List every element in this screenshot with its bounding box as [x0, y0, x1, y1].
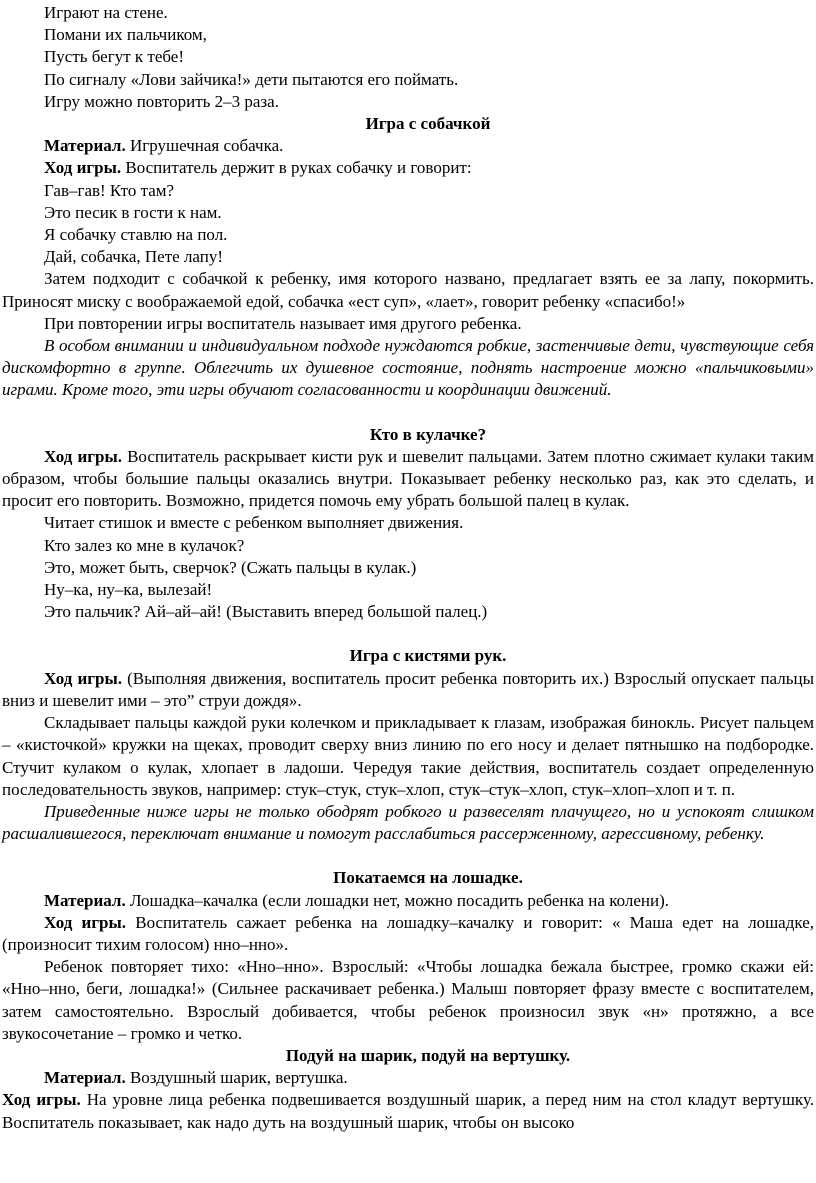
body-paragraph: Ребенок повторяет тихо: «Нно–нно». Взрослый: «Чтобы лошадка бежала быстрее, громко скажи ей: «Нно–нно, беги, лошадка!» (Сильнее раскачивает ребенка.) Малыш повторяет фразу вместе с воспитателем, затем самостоятельно. Взрослый добивается, чтобы ребенок произносил звук «н» протяжно, а все звукосочетание – громко и четко.	[2, 957, 814, 1043]
material-text: Лошадка–качалка (если лошадки нет, можно посадить ребенка на колени).	[125, 890, 669, 910]
section-title-dog: Игра с собачкой	[365, 114, 491, 134]
course-text: Воспитатель держит в руках собачку и говорит:	[121, 158, 472, 178]
course-label: Ход игры.	[2, 1090, 81, 1110]
material-label: Материал.	[44, 890, 126, 910]
course-paragraph	[2, 912, 814, 956]
poem-line: Помани их пальчиком,	[44, 25, 207, 45]
course-text: Воспитатель сажает ребенка на лошадку–качалку и говорит: « Маша едет на лошадке, (произносит тихим голосом) нно–нно».	[2, 912, 814, 954]
section-title-hands: Игра с кистями рук.	[349, 646, 507, 666]
poem-line: Играют на стене.	[44, 3, 168, 22]
material-label: Материал.	[44, 1068, 126, 1088]
body-paragraph: Затем подходит с собачкой к ребенку, имя которого названо, предлагает взять ее за лапу, покормить. Приносят миску с воображаемой едой, собачка «ест суп», «лает», говорит ребенку «спасибо!»	[2, 269, 814, 311]
course-label: Ход игры.	[44, 158, 122, 178]
course-paragraph	[2, 668, 814, 712]
material-text: Игрушечная собачка.	[125, 136, 284, 156]
course-text: Воспитатель раскрывает кисти рук и шевелит пальцами. Затем плотно сжимает кулаки таким образом, чтобы большие пальцы оказались внутри. Показывает ребенку несколько раз, как это сделать, и просит его повторить. Возможно, придется помочь ему убрать большой палец в кулак.	[2, 446, 814, 511]
section-title-balloon: Подуй на шарик, подуй на вертушку.	[285, 1045, 571, 1065]
section-title-fist: Кто в кулачке?	[369, 424, 487, 444]
course-paragraph	[2, 157, 814, 179]
material-paragraph	[2, 1067, 814, 1089]
material-label: Материал.	[44, 136, 126, 156]
poem-line: Пусть бегут к тебе!	[44, 47, 184, 67]
course-text: (Выполняя движения, воспитатель просит ребенка повторить их.) Взрослый опускает пальцы вниз и шевелит ими – это” струи дождя».	[2, 668, 815, 710]
document-content	[2, 2, 814, 1134]
italic-note: В особом внимании и индивидуальном подходе нуждаются робкие, застенчивые дети, чувствующие себя дискомфортно в группе. Облегчить их душевное состояние, поднять настроение можно «пальчиковыми» играми. Кроме того, эти игры обучают согласованности и координации движений.	[2, 336, 814, 400]
section-title-horse: Покатаемся на лошадке.	[333, 868, 523, 888]
course-label: Ход игры.	[44, 912, 127, 932]
verse-line: Кто залез ко мне в кулачок?	[44, 535, 245, 555]
verse-line: Это песик в гости к нам.	[44, 202, 222, 222]
italic-note: Приведенные ниже игры не только ободрят робкого и развеселят плачущего, но и успокоят слишком расшалившегося, переключат внимание и помогут расслабиться рассерженному, агрессивному, ребенку.	[2, 801, 814, 844]
body-paragraph: Складывает пальцы каждой руки колечком и прикладывает к глазам, изображая бинокль. Рисует пальцем – «кисточкой» кружки на щеках, проводит сверху вниз линию по его носу и делает пятнышко на подбородке. Стучит кулаком о кулак, хлопает в ладоши. Чередуя такие действия, воспитатель создает определенную последовательность звуков, например: стук–стук, стук–хлоп, стук–стук–хлоп, стук–хлоп–хлоп и т. п.	[2, 713, 814, 799]
verse-line: Ну–ка, ну–ка, вылезай!	[44, 580, 213, 600]
verse-line: Гав–гав! Кто там?	[44, 180, 175, 200]
material-paragraph	[2, 890, 814, 912]
verse-line: Это пальчик? Ай–ай–ай! (Выставить вперед большой палец.)	[44, 602, 488, 622]
body-paragraph: При повторении игры воспитатель называет имя другого ребенка.	[44, 313, 522, 333]
poem-line: Игру можно повторить 2–3 раза.	[44, 91, 279, 111]
course-label: Ход игры.	[44, 668, 122, 688]
material-text: Воздушный шарик, вертушка.	[125, 1068, 348, 1088]
poem-line: По сигналу «Лови зайчика!» дети пытаются его поймать.	[44, 69, 459, 89]
body-paragraph: Читает стишок и вместе с ребенком выполняет движения.	[44, 513, 464, 533]
verse-line: Это, может быть, сверчок? (Сжать пальцы в кулак.)	[44, 557, 417, 577]
course-label: Ход игры.	[44, 446, 122, 466]
verse-line: Дай, собачка, Пете лапу!	[44, 247, 224, 267]
spacer	[2, 402, 814, 424]
verse-line: Я собачку ставлю на пол.	[44, 225, 228, 245]
course-text: На уровне лица ребенка подвешивается воздушный шарик, а перед ним на стол кладут вертушку. Воспитатель показывает, как надо дуть на воздушный шарик, чтобы он высоко	[2, 1090, 814, 1132]
course-paragraph	[2, 446, 814, 513]
course-paragraph	[2, 1089, 814, 1133]
spacer	[2, 623, 814, 645]
spacer	[2, 845, 814, 867]
material-paragraph	[2, 135, 814, 157]
